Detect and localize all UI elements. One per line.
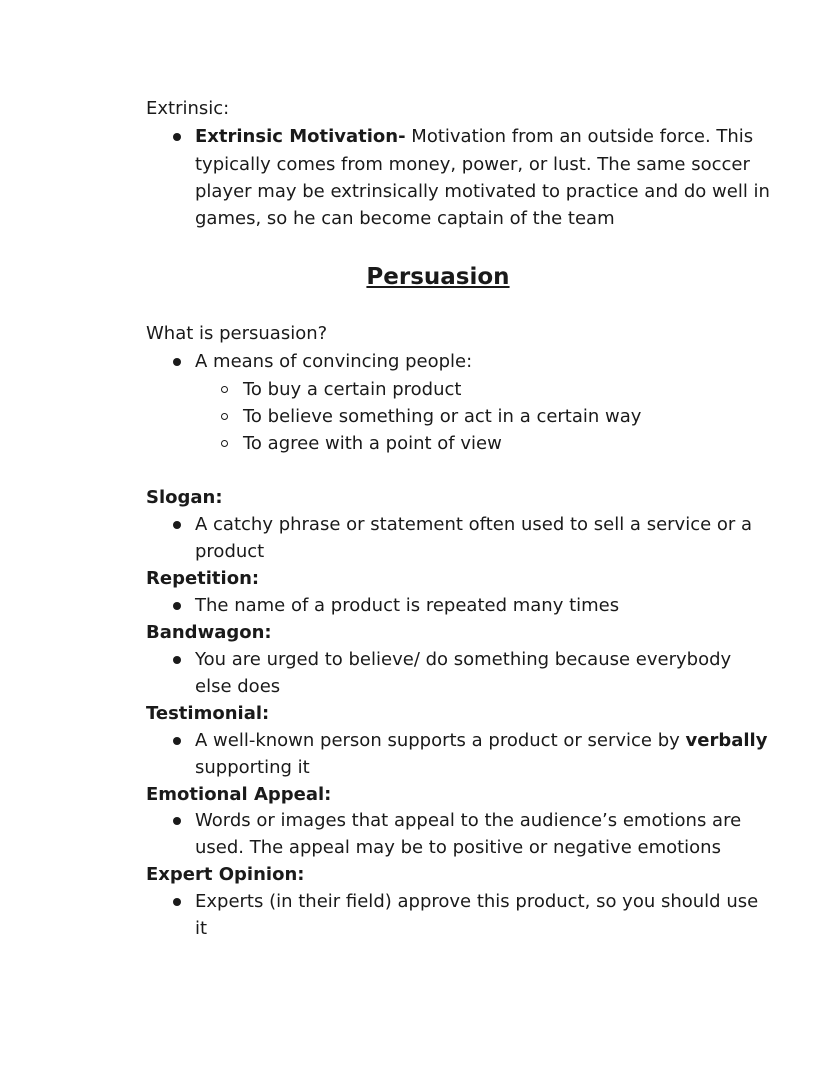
testimonial-heading: Testimonial: [146,703,270,724]
testimonial-line2: supporting it [195,757,310,778]
bullet-icon [173,521,181,529]
bandwagon-line1: You are urged to believe/ do something because everybody [195,649,732,670]
bullet-icon [173,737,181,745]
persuasion-means: A means of convincing people: [195,351,473,372]
slogan-heading: Slogan: [146,487,223,508]
bullet-icon [173,817,181,825]
expert-heading: Expert Opinion: [146,864,305,885]
extrinsic-term: Extrinsic Motivation- [195,126,406,147]
repetition-heading: Repetition: [146,568,260,589]
testimonial-text: A well-known person supports a product or service by [195,730,686,751]
persuasion-question: What is persuasion? [146,323,328,344]
circle-bullet-icon [221,386,228,393]
slogan-line1: A catchy phrase or statement often used to sell a service or a [195,514,753,535]
extrinsic-def-text: Motivation from an outside force. This [405,126,754,147]
bullet-icon [173,656,181,664]
emotional-heading: Emotional Appeal: [146,784,332,805]
extrinsic-def-line3: player may be extrinsically motivated to practice and do well in [195,181,770,202]
slogan-line2: product [195,541,265,562]
extrinsic-def-line1 [195,123,753,150]
repetition-line1: The name of a product is repeated many times [195,595,620,616]
bullet-icon [173,898,181,906]
extrinsic-def-line2: typically comes from money, power, or lust. The same soccer [195,154,750,175]
circle-bullet-icon [221,413,228,420]
emotional-line1: Words or images that appeal to the audience’s emotions are [195,810,742,831]
bandwagon-heading: Bandwagon: [146,622,272,643]
emotional-line2: used. The appeal may be to positive or negative emotions [195,837,721,858]
bullet-icon [173,358,181,366]
testimonial-bold: verbally [685,730,768,751]
circle-bullet-icon [221,440,228,447]
extrinsic-def-line4: games, so he can become captain of the team [195,208,615,229]
extrinsic-label: Extrinsic: [146,98,230,119]
page-title: Persuasion [366,264,510,290]
persuasion-sub-1: To buy a certain product [243,379,462,400]
testimonial-line1 [195,727,767,754]
bandwagon-line2: else does [195,676,281,697]
expert-line1: Experts (in their field) approve this product, so you should use [195,891,759,912]
persuasion-sub-2: To believe something or act in a certain way [243,406,642,427]
bullet-icon [173,133,181,141]
persuasion-sub-3: To agree with a point of view [243,433,502,454]
expert-line2: it [195,918,208,939]
bullet-icon [173,602,181,610]
